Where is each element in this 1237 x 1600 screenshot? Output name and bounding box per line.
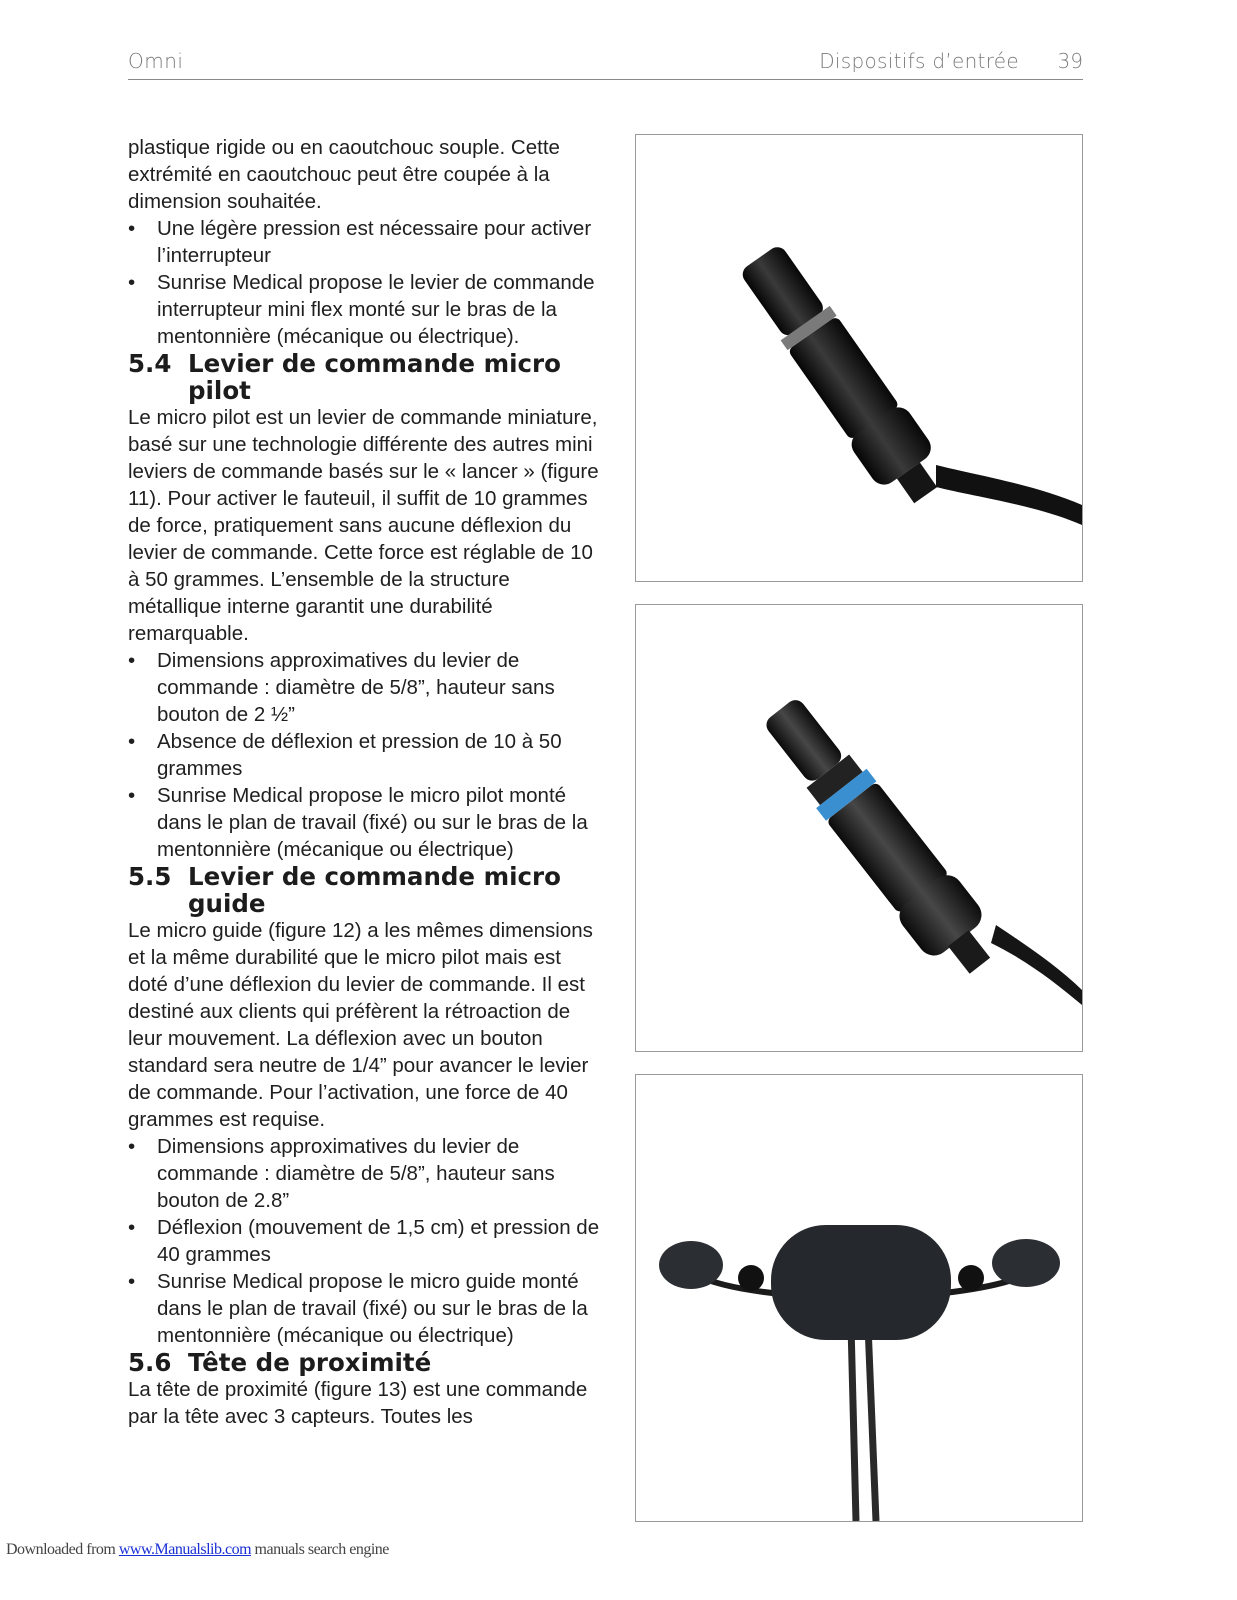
- section-title: Levier de commande micro pilot: [188, 349, 561, 405]
- photo-proximity-head: [635, 1074, 1083, 1522]
- section-paragraph: Le micro pilot est un levier de commande miniature, basé sur une technologie différente des autres mini leviers de commande basés sur le « lancer » (figure 11). Pour activer le fauteuil, il suffit de 10 grammes de force, pratiquement sans aucune déflexion du levier de commande. Cette force est réglable de 10 à 50 grammes. L’ensemble de la structure métallique interne garantit une durabilité remarquable.: [128, 406, 599, 645]
- section-paragraph: Le micro guide (figure 12) a les mêmes dimensions et la même durabilité que le micro pilot mais est doté d’une déflexion du levier de commande. Il est destiné aux clients qui préfèrent la rétroaction de leur mouvement. La déflexion avec un bouton standard sera neutre de 1/4” pour avancer le levier de commande. Pour l’activation, une force de 40 grammes est requise.: [128, 919, 593, 1131]
- list-item: • Sunrise Medical propose le levier de commande interrupteur mini flex monté sur le bras de la mentonnière (mécanique ou électrique).: [128, 269, 600, 350]
- section-number: 5.4: [128, 349, 172, 378]
- page-header: [128, 47, 1083, 80]
- photo-mini-flex-switch: [635, 134, 1083, 582]
- text-column: [128, 134, 600, 1430]
- list-item: • Déflexion (mouvement de 1,5 cm) et pression de 40 grammes: [128, 1214, 600, 1268]
- list-item: • Sunrise Medical propose le micro guide monté dans le plan de travail (fixé) ou sur le bras de la mentonnière (mécanique ou électrique): [128, 1268, 600, 1349]
- list-item: • Dimensions approximatives du levier de commande : diamètre de 5/8”, hauteur sans bouton de 2.8”: [128, 1133, 600, 1214]
- download-footer: [6, 1541, 389, 1559]
- photo-micro-pilot: [635, 604, 1083, 1052]
- footer-suffix: manuals search engine: [251, 1541, 389, 1558]
- header-section: Dispositifs d’entrée: [819, 49, 1019, 73]
- section-heading-5-4: [128, 350, 600, 404]
- header-title: Omni: [128, 49, 184, 73]
- list-item: • Une légère pression est nécessaire pour activer l’interrupteur: [128, 215, 600, 269]
- manualslib-link[interactable]: www.Manualslib.com: [118, 1541, 252, 1558]
- intro-bullets: [128, 215, 600, 350]
- section-number: 5.5: [128, 862, 172, 891]
- section-paragraph: La tête de proximité (figure 13) est une commande par la tête avec 3 capteurs. Toutes les: [128, 1378, 588, 1428]
- joystick-image: [636, 605, 1082, 1051]
- list-item: • Sunrise Medical propose le micro pilot monté dans le plan de travail (fixé) ou sur le bras de la mentonnière (mécanique ou électrique): [128, 782, 600, 863]
- intro-paragraph: plastique rigide ou en caoutchouc souple. Cette extrémité en caoutchouc peut être coupée à la dimension souhaitée.: [128, 136, 560, 213]
- list-item: • Dimensions approximatives du levier de commande : diamètre de 5/8”, hauteur sans bouton de 2 ½”: [128, 647, 600, 728]
- section-bullets: [128, 647, 600, 863]
- page-number: 39: [1057, 49, 1083, 73]
- joystick-image: [636, 135, 1082, 581]
- section-title: Levier de commande micro guide: [188, 862, 561, 918]
- section-heading-5-6: [128, 1349, 600, 1376]
- section-number: 5.6: [128, 1348, 172, 1377]
- list-item: • Absence de déflexion et pression de 10 à 50 grammes: [128, 728, 600, 782]
- section-bullets: [128, 1133, 600, 1349]
- section-title: Tête de proximité: [188, 1348, 432, 1377]
- section-heading-5-5: [128, 863, 600, 917]
- head-array-image: [636, 1075, 1082, 1521]
- footer-prefix: Downloaded from: [6, 1541, 119, 1558]
